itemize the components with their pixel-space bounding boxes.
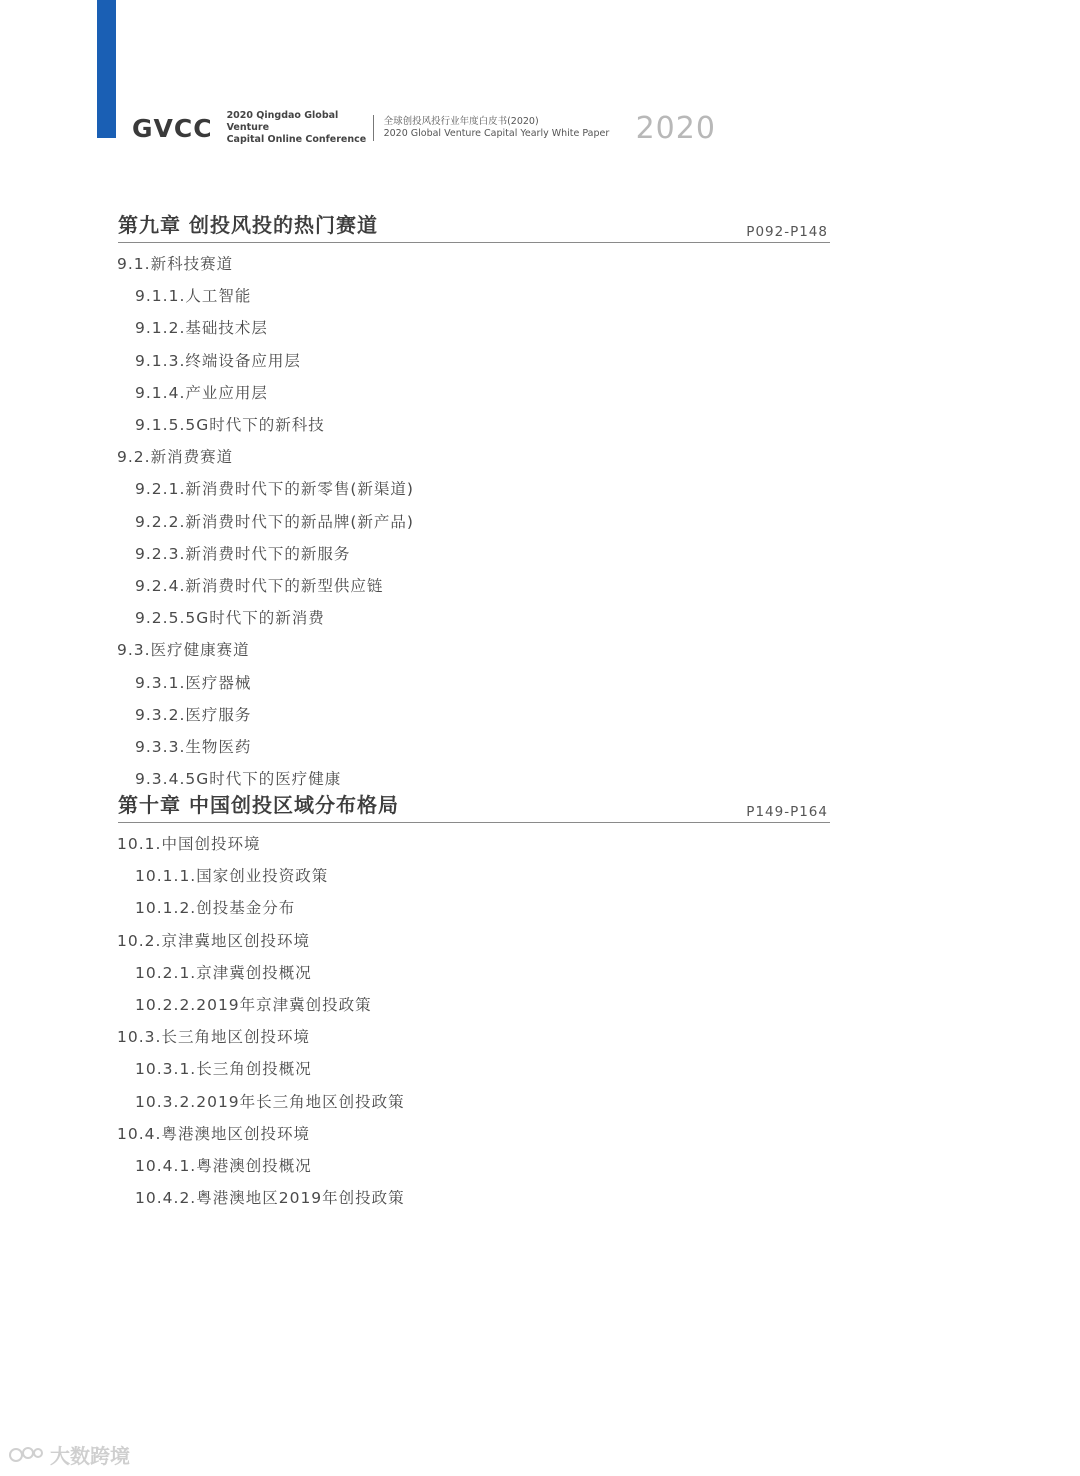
toc-subsection: 9.3.2.医疗服务 [135,705,252,724]
toc-subsection: 9.1.4.产业应用层 [135,383,268,402]
toc-subsection: 9.2.3.新消费时代下的新服务 [135,544,351,563]
page-header [132,108,716,148]
toc-subsection: 10.3.2.2019年长三角地区创投政策 [135,1092,405,1111]
watermark-text: 大数跨境 [50,1444,130,1468]
header-divider [373,115,374,141]
chapter-heading [118,792,830,823]
toc-subsection: 9.1.5.5G时代下的新科技 [135,416,325,434]
toc-subsection: 10.1.1.国家创业投资政策 [135,867,329,886]
toc-subsection: 10.2.2.2019年京津冀创投政策 [135,996,372,1014]
paper-title [384,116,624,140]
toc-section: 10.4.粤港澳地区创投环境 [117,1124,310,1143]
conference-name [227,110,367,146]
toc-subsection: 10.2.1.京津冀创投概况 [135,963,312,982]
chapter-page-range: P149-P164 [746,804,828,820]
header-year: 2020 [635,110,716,146]
gvcc-logo: GVCC [132,113,213,143]
toc-subsection: 9.3.1.医疗器械 [135,673,252,692]
toc-subsection: 9.1.2.基础技术层 [135,319,268,338]
toc-subsection: 9.1.3.终端设备应用层 [135,351,301,370]
toc-section: 10.2.京津冀地区创投环境 [117,931,310,950]
toc-subsection: 9.2.5.5G时代下的新消费 [135,609,325,628]
toc-subsection: 10.3.1.长三角创投概况 [135,1060,312,1079]
toc-subsection: 9.2.1.新消费时代下的新零售(新渠道) [135,480,414,499]
toc-section: 10.1.中国创投环境 [117,835,261,853]
toc-subsection: 10.4.1.粤港澳创投概况 [135,1157,312,1175]
toc-subsection: 9.3.4.5G时代下的医疗健康 [135,770,342,789]
chapter-title: 第九章 创投风投的热门赛道 [118,213,378,237]
conference-line-1: 2020 Qingdao Global Venture [226,110,339,133]
toc-subsection: 9.3.3.生物医药 [135,738,252,756]
toc-section: 9.1.新科技赛道 [117,255,234,273]
toc-subsection: 10.4.2.粤港澳地区2019年创投政策 [135,1189,405,1208]
watermark [8,1440,130,1469]
toc-subsection: 10.1.2.创投基金分布 [135,899,296,918]
chapter-page-range: P092-P148 [746,224,828,240]
chapter-heading [118,212,830,243]
toc-section: 9.3.医疗健康赛道 [117,641,250,660]
paper-title-cn: 全球创投风投行业年度白皮书(2020) [383,116,539,127]
toc-subsection: 9.2.2.新消费时代下的新品牌(新产品) [135,512,414,531]
toc-section: 10.3.长三角地区创投环境 [117,1028,310,1047]
paper-title-en: 2020 Global Venture Capital Yearly White Paper [383,128,610,139]
toc-section: 9.2.新消费赛道 [117,448,234,467]
accent-bar [97,0,116,138]
chapter-title: 第十章 中国创投区域分布格局 [118,793,399,817]
watermark-logo-icon [8,1445,44,1465]
toc-subsection: 9.2.4.新消费时代下的新型供应链 [135,577,384,595]
toc-subsection: 9.1.1.人工智能 [135,287,252,306]
conference-line-2: Capital Online Conference [226,134,367,145]
